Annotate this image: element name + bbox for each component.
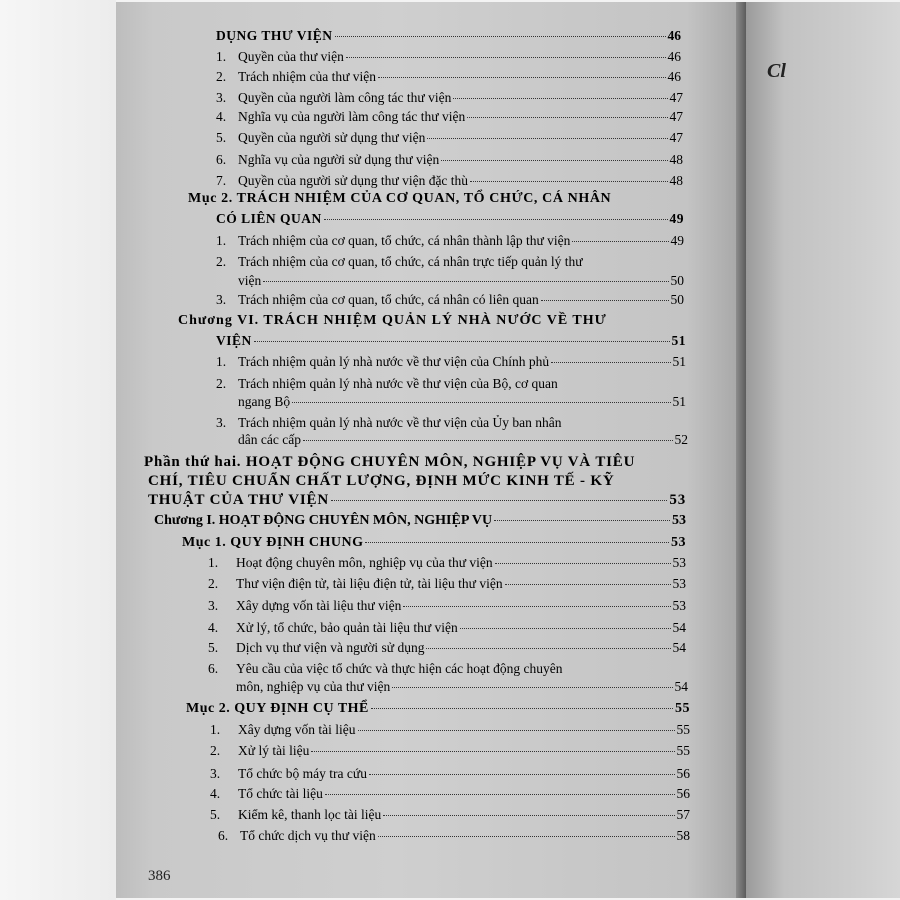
- chapter-heading: [154, 513, 686, 529]
- toc-entry: [210, 743, 690, 759]
- toc-entry: [216, 152, 683, 168]
- entry-number: 6.: [218, 828, 229, 843]
- leader-dots: [263, 281, 668, 282]
- leader-dots: [403, 606, 670, 607]
- entry-text: Yêu cầu của việc tổ chức và thực hiện các hoạt động chuyên: [236, 661, 563, 676]
- leader-dots: [392, 687, 672, 688]
- leader-dots: [292, 402, 670, 403]
- leader-dots: [495, 563, 671, 564]
- section-heading-text: Mục 2. QUY ĐỊNH CỤ THỂ: [186, 701, 369, 716]
- toc-entry-cont: [236, 679, 688, 695]
- page-ref: 53: [672, 598, 686, 613]
- part-heading-text: THUẬT CỦA THƯ VIỆN: [148, 492, 329, 508]
- page-ref: 55: [676, 743, 690, 758]
- page-ref: 55: [675, 701, 690, 716]
- leader-dots: [378, 77, 665, 78]
- entry-number: 2.: [210, 743, 221, 758]
- entry-text: Quyền của người làm công tác thư viện: [238, 90, 452, 105]
- leader-dots: [541, 300, 669, 301]
- part-heading-line2: CHÍ, TIÊU CHUẨN CHẤT LƯỢNG, ĐỊNH MỨC KINH TẾ - KỸ: [148, 473, 615, 489]
- page-ref: 51: [671, 333, 686, 348]
- right-page-fragment: Cl: [767, 60, 786, 82]
- section-heading-text: CÓ LIÊN QUAN: [216, 211, 322, 226]
- entry-text: Xử lý, tổ chức, bảo quản tài liệu thư viện: [236, 620, 458, 635]
- entry-text: Trách nhiệm quản lý nhà nước về thư viện của Chính phủ: [238, 354, 550, 369]
- entry-number: 2.: [216, 376, 227, 391]
- toc-entry: [216, 415, 561, 431]
- entry-text-cont: ngang Bộ: [238, 394, 291, 409]
- entry-text: Trách nhiệm quản lý nhà nước về thư viện của Ủy ban nhân: [238, 415, 562, 430]
- entry-number: 5.: [210, 807, 221, 822]
- page-ref: 51: [672, 394, 686, 409]
- toc-entry: [208, 640, 686, 656]
- book-gutter: [736, 2, 746, 898]
- leader-dots: [358, 730, 675, 731]
- page-ref: 51: [672, 354, 686, 369]
- toc-entry: [216, 49, 681, 65]
- toc-entry: [216, 130, 683, 146]
- entry-text: Thư viện điện tử, tài liệu điện tử, tài liệu thư viện: [236, 576, 503, 591]
- page-ref: 56: [676, 786, 690, 801]
- page-ref: 54: [672, 640, 686, 655]
- leader-dots: [331, 500, 667, 501]
- entry-text: Nghĩa vụ của người sử dụng thư viện: [238, 152, 440, 167]
- page-ref: 49: [670, 233, 684, 248]
- leader-dots: [325, 794, 675, 795]
- entry-number: 7.: [216, 173, 227, 188]
- page-ref: 57: [676, 807, 690, 822]
- toc-entry: [208, 620, 686, 636]
- entry-text: Xử lý tài liệu: [238, 743, 310, 758]
- page-ref: 53: [672, 513, 686, 528]
- entry-number: 1.: [216, 354, 227, 369]
- background-left: [0, 0, 116, 900]
- leader-dots: [572, 241, 668, 242]
- entry-text: Xây dựng vốn tài liệu: [238, 722, 356, 737]
- toc-entry-cont: [238, 394, 686, 410]
- toc-entry: [216, 254, 583, 270]
- entry-number: 3.: [210, 766, 221, 781]
- toc-entry: [210, 807, 690, 823]
- leader-dots: [426, 648, 670, 649]
- chapter-heading-text: Chương I. HOẠT ĐỘNG CHUYÊN MÔN, NGHIỆP VỤ: [154, 513, 493, 528]
- leader-dots: [453, 98, 667, 99]
- page-ref: 50: [670, 273, 684, 288]
- toc-heading-text: DỤNG THƯ VIỆN: [216, 28, 333, 43]
- toc-entry: [216, 173, 683, 189]
- page-ref: 53: [671, 535, 686, 550]
- entry-number: 6.: [216, 152, 227, 167]
- entry-number: 1.: [210, 722, 221, 737]
- entry-number: 3.: [216, 415, 227, 430]
- section-heading: Mục 2. TRÁCH NHIỆM CỦA CƠ QUAN, TỔ CHỨC, CÁ NHÂN: [188, 191, 612, 206]
- entry-text: Tổ chức dịch vụ thư viện: [240, 828, 376, 843]
- leader-dots: [427, 138, 667, 139]
- leader-dots: [494, 520, 670, 521]
- entry-text: Dịch vụ thư viện và người sử dụng: [236, 640, 425, 655]
- entry-number: 4.: [216, 109, 227, 124]
- entry-text-cont: môn, nghiệp vụ của thư viện: [236, 679, 391, 694]
- toc-entry: [216, 69, 681, 85]
- entry-text: Trách nhiệm của thư viện: [238, 69, 377, 84]
- toc-entry: [210, 786, 690, 802]
- toc-entry: [216, 90, 683, 106]
- page-ref: 53: [672, 576, 686, 591]
- leader-dots: [254, 341, 670, 342]
- page-ref: 55: [676, 722, 690, 737]
- section-heading: [186, 701, 690, 717]
- page-ref: 47: [669, 130, 683, 145]
- page-ref: 53: [672, 555, 686, 570]
- entry-text: Hoạt động chuyên môn, nghiệp vụ của thư viện: [236, 555, 493, 570]
- entry-text: Trách nhiệm của cơ quan, tổ chức, cá nhân thành lập thư viện: [238, 233, 571, 248]
- leader-dots: [335, 36, 666, 37]
- leader-dots: [551, 362, 670, 363]
- entry-number: 3.: [216, 90, 227, 105]
- toc-entry: [216, 376, 558, 392]
- entry-number: 4.: [208, 620, 219, 635]
- leader-dots: [467, 117, 667, 118]
- chapter-heading: Chương VI. TRÁCH NHIỆM QUẢN LÝ NHÀ NƯỚC VỀ THƯ: [178, 313, 607, 328]
- entry-number: 1.: [208, 555, 219, 570]
- toc-entry: [208, 576, 686, 592]
- chapter-heading-text: VIỆN: [216, 333, 252, 348]
- entry-number: 5.: [216, 130, 227, 145]
- entry-text: Trách nhiệm của cơ quan, tổ chức, cá nhân trực tiếp quản lý thư: [238, 254, 583, 269]
- toc-entry-cont: [238, 432, 688, 448]
- page-ref: 47: [669, 109, 683, 124]
- entry-text-cont: viện: [238, 273, 262, 288]
- toc-entry: [218, 828, 690, 844]
- toc-entry: [216, 109, 683, 125]
- entry-number: 6.: [208, 661, 219, 676]
- entry-number: 1.: [216, 49, 227, 64]
- toc-entry: [210, 722, 690, 738]
- toc-entry-cont: [238, 273, 684, 289]
- entry-number: 3.: [208, 598, 219, 613]
- leader-dots: [365, 542, 669, 543]
- leader-dots: [460, 628, 671, 629]
- page-ref: 48: [669, 173, 683, 188]
- entry-number: 2.: [208, 576, 219, 591]
- entry-text: Quyền của thư viện: [238, 49, 344, 64]
- leader-dots: [369, 774, 675, 775]
- entry-number: 3.: [216, 292, 227, 307]
- toc-entry: [208, 598, 686, 614]
- page-ref: 48: [669, 152, 683, 167]
- leader-dots: [470, 181, 667, 182]
- section-heading-text: Mục 1. QUY ĐỊNH CHUNG: [182, 535, 364, 550]
- page-number: 386: [148, 868, 171, 884]
- leader-dots: [371, 708, 673, 709]
- page-ref: 54: [672, 620, 686, 635]
- entry-number: 4.: [210, 786, 221, 801]
- page-ref: 52: [674, 432, 688, 447]
- chapter-heading-cont: [216, 333, 686, 349]
- entry-number: 2.: [216, 69, 227, 84]
- entry-text: Quyền của người sử dụng thư viện đặc thù: [238, 173, 469, 188]
- toc-entry: [216, 292, 684, 308]
- page-ref: 53: [669, 492, 686, 508]
- leader-dots: [378, 836, 675, 837]
- entry-text: Trách nhiệm của cơ quan, tổ chức, cá nhân có liên quan: [238, 292, 539, 307]
- entry-text: Kiểm kê, thanh lọc tài liệu: [238, 807, 382, 822]
- entry-text: Trách nhiệm quản lý nhà nước về thư viện của Bộ, cơ quan: [238, 376, 558, 391]
- page-ref: 49: [669, 211, 684, 226]
- page-ref: 58: [676, 828, 690, 843]
- part-heading: Phần thứ hai. HOẠT ĐỘNG CHUYÊN MÔN, NGHIỆP VỤ VÀ TIÊU: [144, 454, 636, 470]
- entry-text: Nghĩa vụ của người làm công tác thư viện: [238, 109, 466, 124]
- entry-number: 5.: [208, 640, 219, 655]
- section-heading-cont: [216, 211, 684, 227]
- entry-text: Tổ chức tài liệu: [238, 786, 323, 801]
- page-ref: 54: [674, 679, 688, 694]
- right-page: [746, 2, 900, 898]
- leader-dots: [303, 440, 673, 441]
- toc-entry: [210, 766, 690, 782]
- page-ref: 46: [667, 28, 681, 43]
- leader-dots: [383, 815, 674, 816]
- page-ref: 56: [676, 766, 690, 781]
- toc-entry: [216, 233, 684, 249]
- leader-dots: [346, 57, 666, 58]
- entry-number: 1.: [216, 233, 227, 248]
- leader-dots: [441, 160, 667, 161]
- entry-text: Tổ chức bộ máy tra cứu: [238, 766, 367, 781]
- leader-dots: [505, 584, 671, 585]
- page-ref: 47: [669, 90, 683, 105]
- section-heading: [182, 535, 686, 551]
- toc-entry: [208, 555, 686, 571]
- page-ref: 50: [670, 292, 684, 307]
- page-ref: 46: [667, 49, 681, 64]
- leader-dots: [324, 219, 668, 220]
- leader-dots: [311, 751, 674, 752]
- entry-text-cont: dân các cấp: [238, 432, 301, 447]
- entry-text: Xây dựng vốn tài liệu thư viện: [236, 598, 402, 613]
- toc-entry: [216, 354, 686, 370]
- entry-number: 2.: [216, 254, 227, 269]
- page-ref: 46: [667, 69, 681, 84]
- toc-heading: [216, 28, 681, 44]
- entry-text: Quyền của người sử dụng thư viện: [238, 130, 426, 145]
- part-heading-line3: [148, 491, 686, 509]
- toc-entry: [208, 661, 563, 677]
